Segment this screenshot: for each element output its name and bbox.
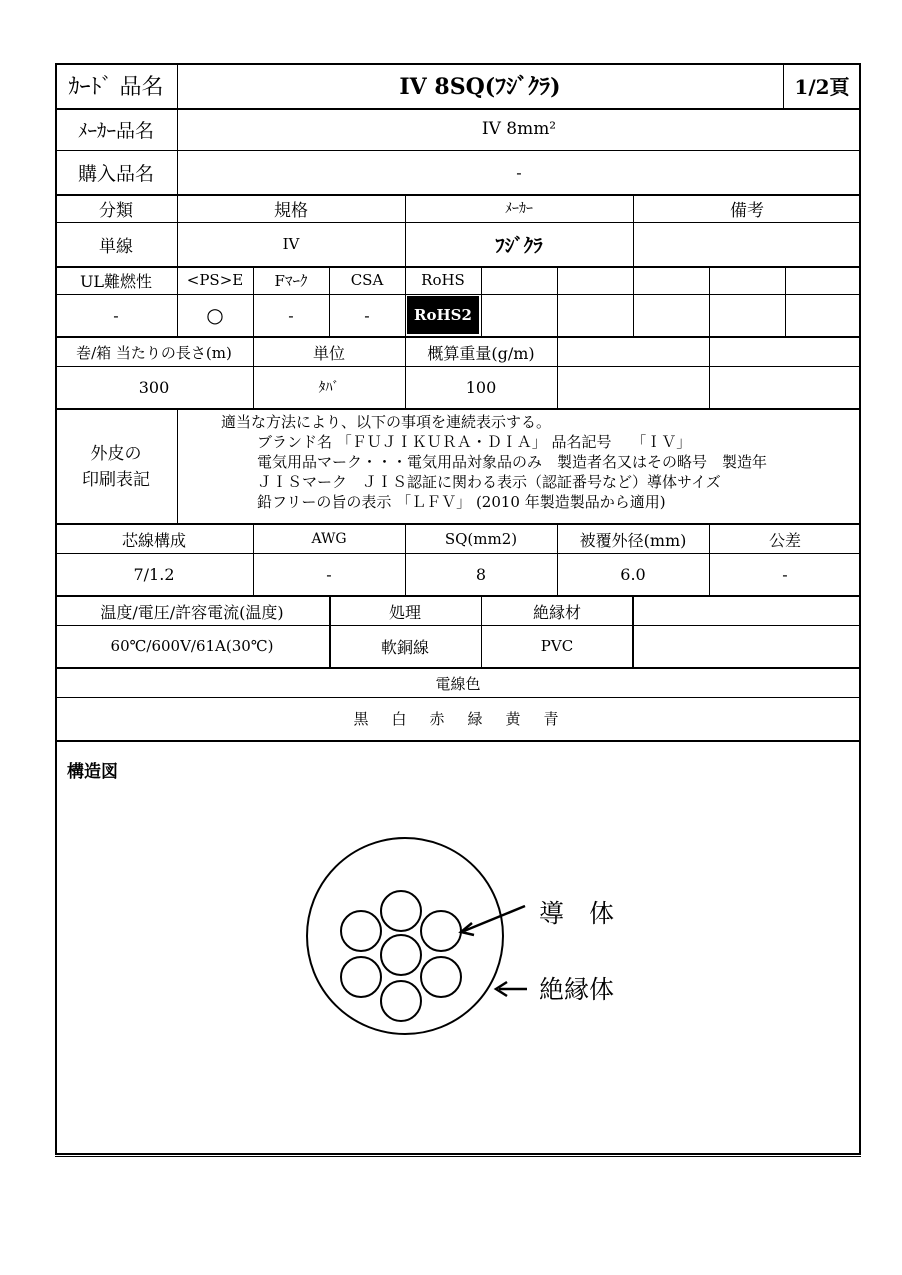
outer-diameter-header: 被覆外径(mm) bbox=[579, 530, 687, 550]
purchase-name-value: - bbox=[516, 162, 522, 182]
rating-value: 60℃/600V/61A(30℃) bbox=[110, 637, 274, 655]
spec-value: IV bbox=[282, 235, 300, 253]
outer-frame-bottom-rule bbox=[55, 1156, 861, 1157]
maker-name-value: IV 8mm² bbox=[481, 119, 557, 139]
print-note-line: 適当な方法により、以下の事項を連続表示する。 bbox=[221, 413, 552, 431]
print-note-line: 電気用品マーク・・・電気用品対象品のみ 製造者名又はその略号 製造年 bbox=[257, 453, 768, 471]
sq-value: 8 bbox=[475, 564, 487, 584]
maker-value: ﾌｼﾞｸﾗ bbox=[495, 234, 543, 257]
maker-header: ﾒｰｶｰ bbox=[505, 201, 533, 217]
length-header: 巻/箱 当たりの長さ(m) bbox=[76, 343, 232, 362]
classification-header: 分類 bbox=[99, 200, 133, 221]
print-marking-label-line2: 印刷表記 bbox=[82, 469, 150, 490]
weight-header: 概算重量(g/m) bbox=[427, 343, 535, 363]
classification-value: 単線 bbox=[99, 236, 133, 257]
treatment-header: 処理 bbox=[388, 602, 421, 622]
csa-header: CSA bbox=[350, 271, 384, 289]
insulation-value: PVC bbox=[540, 637, 574, 655]
print-note-line: 鉛フリーの旨の表示 「ＬＦＶ」 (2010 年製造製品から適用) bbox=[257, 493, 666, 511]
spec-card bbox=[55, 63, 861, 1155]
print-note-line: ブランド名 「ＦＵＪＩＫＵＲＡ・ＤＩＡ」 品名記号 「ＩＶ」 bbox=[257, 433, 692, 451]
f-mark-header: Fﾏｰｸ bbox=[274, 271, 308, 290]
strand-header: 芯線構成 bbox=[121, 530, 186, 550]
outer-diameter-value: 6.0 bbox=[620, 564, 646, 584]
unit-value: ﾀﾊﾞ bbox=[318, 380, 340, 396]
rohs2-badge: RoHS2 bbox=[407, 296, 479, 334]
pse-header: <PS>E bbox=[186, 271, 244, 289]
outer-frame bbox=[55, 63, 861, 1155]
insulator-label: 絶縁体 bbox=[539, 975, 615, 1004]
conductor-label: 導 体 bbox=[539, 899, 615, 928]
tolerance-value: - bbox=[782, 564, 788, 584]
maker-name-label: ﾒｰｶｰ品名 bbox=[77, 119, 154, 142]
unit-header: 単位 bbox=[312, 343, 345, 363]
sq-header: SQ(mm2) bbox=[444, 530, 518, 548]
wire-color-value: 黒 白 赤 緑 黄 青 bbox=[353, 710, 563, 728]
awg-header: AWG bbox=[311, 531, 347, 547]
purchase-name-label: 購入品名 bbox=[77, 162, 154, 185]
wire-color-header: 電線色 bbox=[435, 674, 481, 693]
print-note-line: ＪＩＳマーク ＪＩＳ認証に関わる表示（認証番号など）導体サイズ bbox=[257, 473, 721, 491]
structure-title: 構造図 bbox=[67, 762, 118, 782]
spec-header: 規格 bbox=[274, 200, 308, 221]
strand-value: 7/1.2 bbox=[133, 564, 175, 584]
remarks-header: 備考 bbox=[730, 200, 764, 221]
f-mark-value: - bbox=[288, 305, 294, 325]
length-value: 300 bbox=[138, 377, 170, 397]
weight-value: 100 bbox=[465, 377, 497, 397]
ul-value: - bbox=[113, 305, 119, 325]
insulation-header: 絶縁材 bbox=[532, 602, 581, 622]
csa-value: - bbox=[364, 305, 370, 325]
page-number: 1/2頁 bbox=[794, 75, 850, 99]
print-marking-label-line1: 外皮の bbox=[90, 443, 142, 464]
rating-header: 温度/電圧/許容電流(温度) bbox=[100, 602, 284, 622]
awg-value: - bbox=[326, 564, 332, 584]
card-name-label: ｶｰﾄﾞ 品名 bbox=[68, 75, 164, 100]
tolerance-header: 公差 bbox=[768, 530, 801, 550]
pse-value: ○ bbox=[206, 303, 224, 327]
treatment-value: 軟銅線 bbox=[380, 637, 429, 657]
card-name-value: IV 8SQ(ﾌｼﾞｸﾗ) bbox=[399, 74, 561, 100]
ul-header: UL難燃性 bbox=[79, 271, 153, 291]
rohs-header: RoHS bbox=[421, 271, 465, 289]
